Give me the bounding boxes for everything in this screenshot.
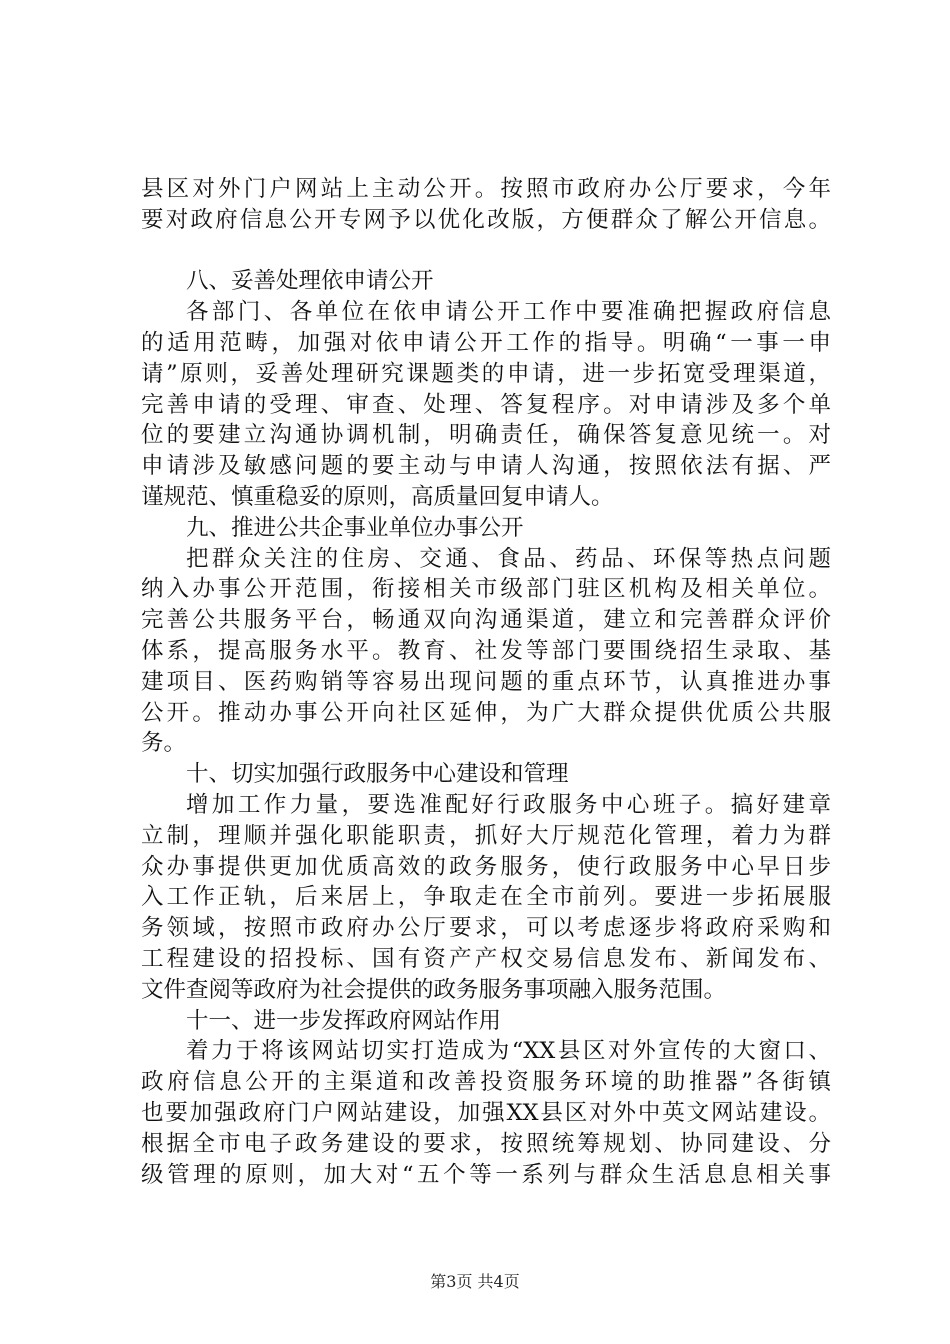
page-footer: 第3页 共4页 (430, 1272, 520, 1291)
paragraph-first-line: 着力于将该网站切实打造成为“XX县区对外宣传的大窗口、 (186, 1038, 831, 1065)
text-line: 立制，理顺并强化职能职责，抓好大厅规范化管理，着力为群 (141, 822, 831, 849)
text-line: 众办事提供更加优质高效的政务服务，使行政服务中心早日步 (141, 853, 831, 880)
text-line: 请”原则，妥善处理研究课题类的申请，进一步拓宽受理渠道， (141, 360, 831, 387)
text-line: 要对政府信息公开专网予以优化改版，方便群众了解公开信息。 (141, 206, 831, 233)
text-line: 建项目、医药购销等容易出现问题的重点环节，认真推进办事 (141, 668, 831, 695)
paragraph-last-line: 务。 (141, 730, 187, 757)
text-line: 工程建设的招投标、国有资产产权交易信息发布、新闻发布、 (141, 945, 831, 972)
text-line: 也要加强政府门户网站建设，加强XX县区对外中英文网站建设。 (141, 1099, 831, 1126)
text-line: 县区对外门户网站上主动公开。按照市政府办公厅要求，今年 (141, 176, 831, 202)
document-body (141, 174, 831, 1190)
text-line: 公开。推动办事公开向社区延伸，为广大群众提供优质公共服 (141, 699, 831, 726)
paragraph-first-line: 各部门、各单位在依申请公开工作中要准确把握政府信息 (186, 299, 831, 326)
text-line: 务领域，按照市政府办公厅要求，可以考虑逐步将政府采购和 (141, 915, 831, 942)
section-heading: 十一、进一步发挥政府网站作用 (186, 1007, 502, 1034)
text-line: 完善申请的受理、审查、处理、答复程序。对申请涉及多个单 (141, 391, 831, 418)
paragraph-last-line: 文件查阅等政府为社会提供的政务服务事项融入服务范围。 (141, 976, 727, 1003)
section-heading: 九、推进公共企事业单位办事公开 (186, 514, 524, 541)
paragraph-first-line: 把群众关注的住房、交通、食品、药品、环保等热点问题 (186, 545, 831, 572)
text-line: 根据全市电子政务建设的要求，按照统筹规划、协同建设、分 (141, 1130, 831, 1157)
paragraph-last-line: 谨规范、慎重稳妥的原则，高质量回复申请人。 (141, 483, 614, 510)
text-line: 体系，提高服务水平。教育、社发等部门要围绕招生录取、基 (141, 637, 831, 664)
section-heading: 八、妥善处理依申请公开 (186, 268, 434, 295)
text-line: 入工作正轨，后来居上，争取走在全市前列。要进一步拓展服 (141, 884, 831, 911)
section-heading: 十、切实加强行政服务中心建设和管理 (186, 761, 569, 788)
text-line: 的适用范畴，加强对依申请公开工作的指导。明确“一事一申 (141, 329, 831, 356)
blank-line (141, 236, 831, 267)
text-line: 申请涉及敏感问题的要主动与申请人沟通，按照依法有据、严 (141, 453, 831, 480)
text-line: 纳入办事公开范围，衔接相关市级部门驻区机构及相关单位。 (141, 576, 831, 603)
text-line: 完善公共服务平台，畅通双向沟通渠道，建立和完善群众评价 (141, 607, 831, 634)
text-line: 级管理的原则，加大对“五个等一系列与群众生活息息相关事 (141, 1161, 831, 1188)
text-line: 位的要建立沟通协调机制，明确责任，确保答复意见统一。对 (141, 422, 831, 449)
text-line: 政府信息公开的主渠道和改善投资服务环境的助推器”各街镇 (141, 1069, 831, 1096)
paragraph-first-line: 增加工作力量，要选准配好行政服务中心班子。搞好建章 (186, 791, 831, 818)
